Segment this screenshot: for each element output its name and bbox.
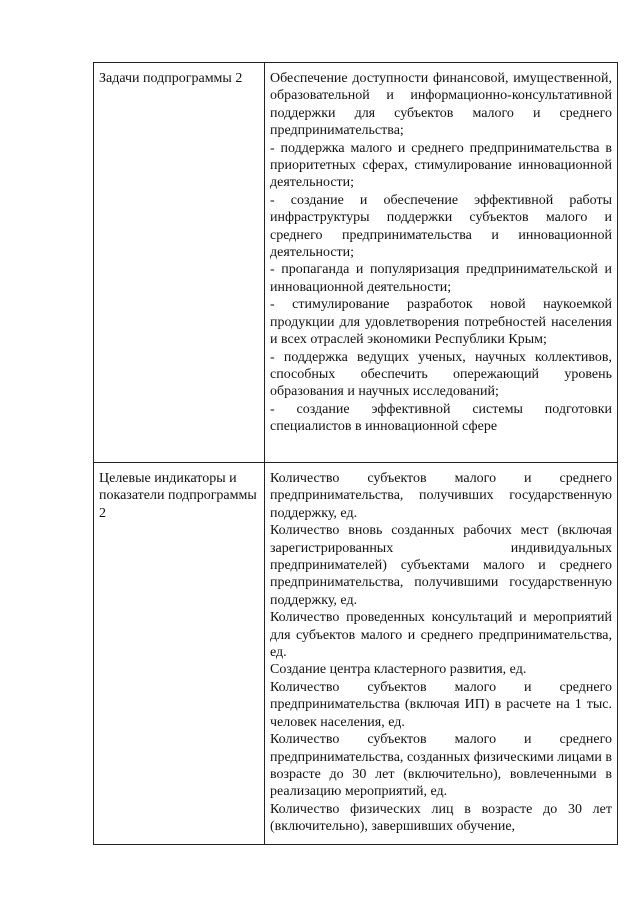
task-paragraph: - пропаганда и популяризация предпринимательской и инновационной деятельности; bbox=[270, 262, 612, 295]
indicator-paragraph: Количество субъектов малого и среднего предпринимательства (включая ИП) в расчете на 1 тыс. человек населения, ед. bbox=[270, 679, 612, 730]
row-label-cell bbox=[94, 63, 265, 463]
table-row-indicators bbox=[94, 463, 618, 845]
task-paragraph: - поддержка ведущих ученых, научных коллективов, способных обеспечить опережающий уровень образования и научных исследований; bbox=[270, 349, 612, 400]
indicator-paragraph: Количество вновь созданных рабочих мест (включая зарегистрированных индивидуальных предпринимателей) субъектами малого и среднего предпринимательства, получившими государственную поддержку, ед. bbox=[270, 523, 612, 608]
indicator-paragraph: Количество субъектов малого и среднего предпринимательства, созданных физическими лицами в возрасте до 30 лет (включительно), вовлеченными в реализацию мероприятий, ед. bbox=[270, 732, 612, 800]
row-label-indicators: Целевые индикаторы и показатели подпрограммы 2 bbox=[99, 471, 257, 521]
indicator-paragraph: Количество проведенных консультаций и мероприятий для субъектов малого и среднего предпринимательства, ед. bbox=[270, 610, 612, 661]
row-label-cell bbox=[94, 463, 265, 845]
row-label-tasks: Задачи подпрограммы 2 bbox=[99, 71, 243, 86]
task-paragraph: - создание и обеспечение эффективной работы инфраструктуры поддержки субъектов малого и среднего предпринимательства и инновационной деятельности; bbox=[270, 192, 612, 261]
task-paragraph: - поддержка малого и среднего предпринимательства в приоритетных сферах, стимулирование инновационной деятельности; bbox=[270, 140, 612, 191]
row-content-cell bbox=[265, 463, 618, 845]
task-paragraph: - создание эффективной системы подготовки специалистов в инновационной сфере bbox=[270, 401, 612, 435]
indicator-paragraph: Количество субъектов малого и среднего предпринимательства, получивших государственную поддержку, ед. bbox=[270, 471, 612, 521]
subprogram-table bbox=[93, 62, 618, 845]
task-paragraph: - стимулирование разработок новой наукоемкой продукции для удовлетворения потребностей населения и всех отраслей экономики Республики Крым; bbox=[270, 297, 612, 348]
table-row-tasks bbox=[94, 63, 618, 463]
row-content-cell bbox=[265, 63, 618, 463]
indicator-paragraph: Количество физических лиц в возрасте до 30 лет (включительно), завершивших обучение, bbox=[270, 801, 612, 835]
indicator-paragraph: Создание центра кластерного развития, ед. bbox=[270, 662, 527, 678]
task-paragraph: Обеспечение доступности финансовой, имущественной, образовательной и информационно-консультативной поддержки для субъектов малого и среднего предпринимательства; bbox=[270, 71, 612, 139]
